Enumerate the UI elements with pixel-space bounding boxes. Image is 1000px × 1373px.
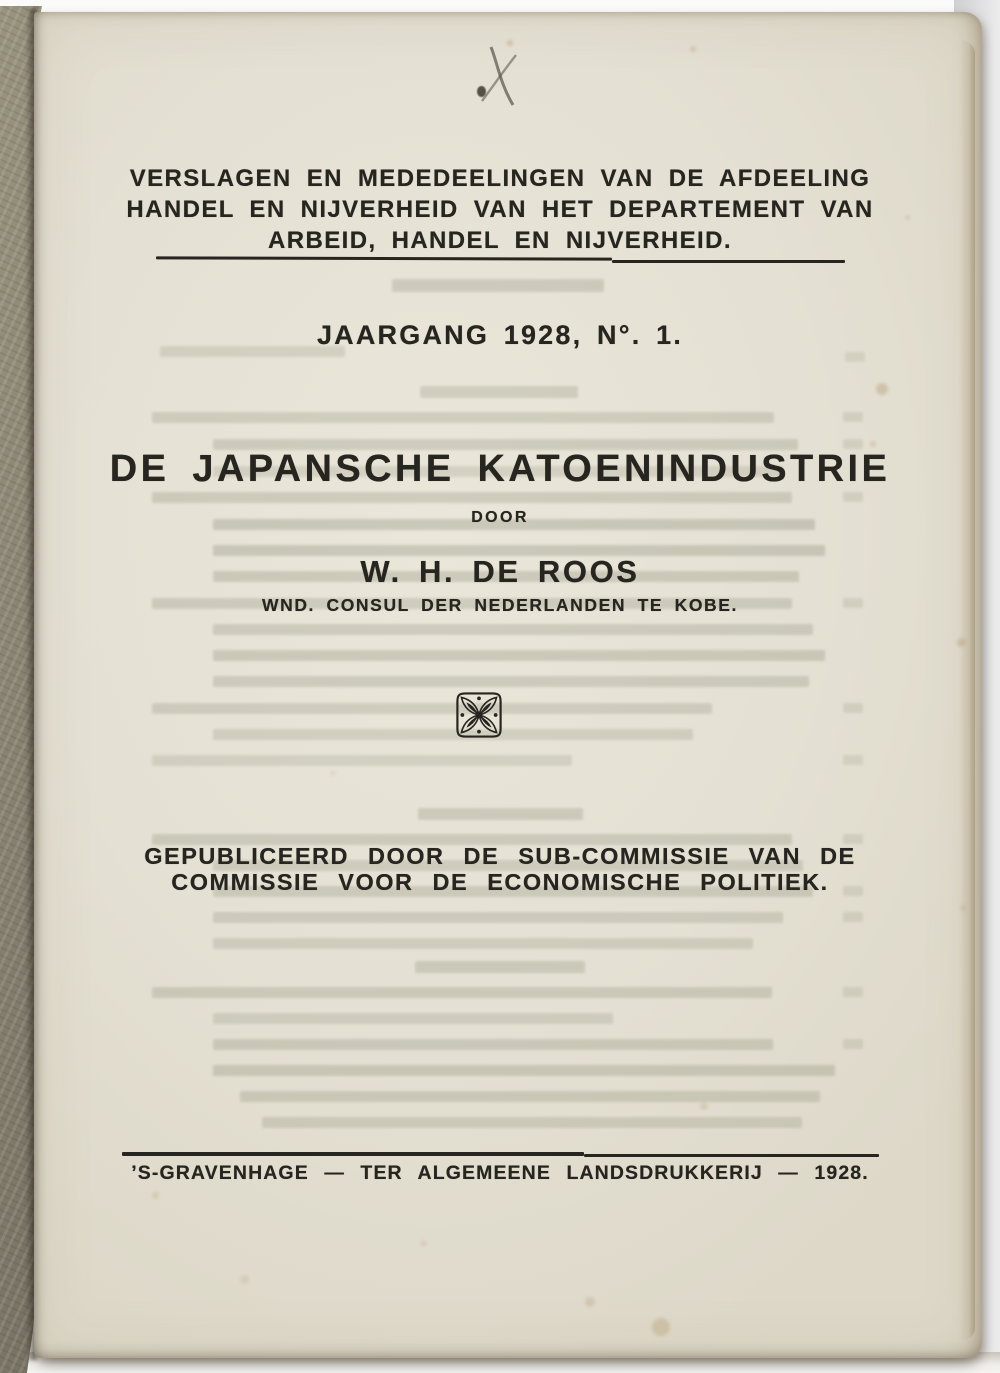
ghost-text-line <box>213 676 809 687</box>
foxing-spot <box>652 1318 670 1336</box>
foxing-spot <box>870 441 876 447</box>
ghost-text-line <box>240 1091 820 1102</box>
foxing-spot <box>585 1297 595 1307</box>
foxing-spot <box>690 46 696 52</box>
ghost-text-line <box>213 650 825 661</box>
ghost-text-line <box>213 1039 773 1050</box>
ghost-text-line <box>213 624 813 635</box>
ghost-text-line <box>213 1065 835 1076</box>
foxing-spot <box>700 1102 708 1110</box>
ghost-text-line <box>845 352 865 362</box>
series-line-1: VERSLAGEN EN MEDEDEELINGEN VAN DE AFDEELING <box>129 165 871 192</box>
ghost-text-line <box>843 912 863 922</box>
ghost-text-line <box>152 412 774 423</box>
pencil-x-mark <box>468 35 538 120</box>
imprint-rule-right <box>584 1154 879 1157</box>
ghost-text-line <box>152 703 712 714</box>
issue-line: JAARGANG 1928, N°. 1. <box>316 320 684 350</box>
series-statement <box>34 163 966 256</box>
ghost-text-line <box>843 1039 863 1049</box>
ghost-text-line <box>843 412 863 422</box>
ghost-text-line <box>392 279 604 292</box>
series-line-2: HANDEL EN NIJVERHEID VAN HET DEPARTEMENT VAN <box>126 196 874 223</box>
ghost-text-line <box>843 492 863 502</box>
ghost-text-line <box>418 808 583 820</box>
foxing-spot <box>420 1240 427 1247</box>
foxing-spot <box>960 905 966 911</box>
ghost-text-line <box>213 938 753 949</box>
imprint-rule-left <box>122 1152 584 1156</box>
ghost-text-line <box>213 912 783 923</box>
foxing-spot <box>507 40 513 46</box>
foxing-spot <box>330 770 336 776</box>
foxing-spot <box>876 383 888 395</box>
foxing-spot <box>957 638 966 647</box>
series-line-3: ARBEID, HANDEL EN NIJVERHEID. <box>268 227 732 254</box>
ghost-text-line <box>152 987 772 998</box>
ghost-text-line <box>152 755 572 766</box>
ink-speck <box>477 86 486 97</box>
book-title: DE JAPANSCHE KATOENINDUSTRIE <box>109 448 891 490</box>
foxing-spot <box>905 215 910 220</box>
publisher-statement <box>34 843 966 895</box>
door-label: DOOR <box>471 509 529 526</box>
fleuron-ornament-icon <box>452 687 506 743</box>
ghost-text-line <box>843 987 863 997</box>
ghost-text-line <box>213 1013 613 1024</box>
foxing-spot <box>240 1275 249 1284</box>
foxing-spot <box>152 1192 159 1199</box>
author-role: WND. CONSUL DER NEDERLANDEN TE KOBE. <box>261 595 739 615</box>
ghost-text-line <box>843 703 863 713</box>
ghost-text-line <box>420 386 578 398</box>
publisher-line-1: GEPUBLICEERD DOOR DE SUB-COMMISSIE VAN DE <box>144 843 856 869</box>
header-rule-right <box>612 260 845 263</box>
imprint-line: ’S-GRAVENHAGE — TER ALGEMEENE LANDSDRUKKERIJ — 1928. <box>131 1162 869 1184</box>
ghost-text-line <box>415 961 585 973</box>
publisher-line-2: COMMISSIE VOOR DE ECONOMISCHE POLITIEK. <box>171 869 829 895</box>
ghost-text-line <box>262 1117 802 1128</box>
header-rule-left <box>156 256 612 261</box>
ghost-text-line <box>152 492 792 503</box>
author-name: W. H. DE ROOS <box>360 554 640 589</box>
ghost-text-line <box>843 755 863 765</box>
